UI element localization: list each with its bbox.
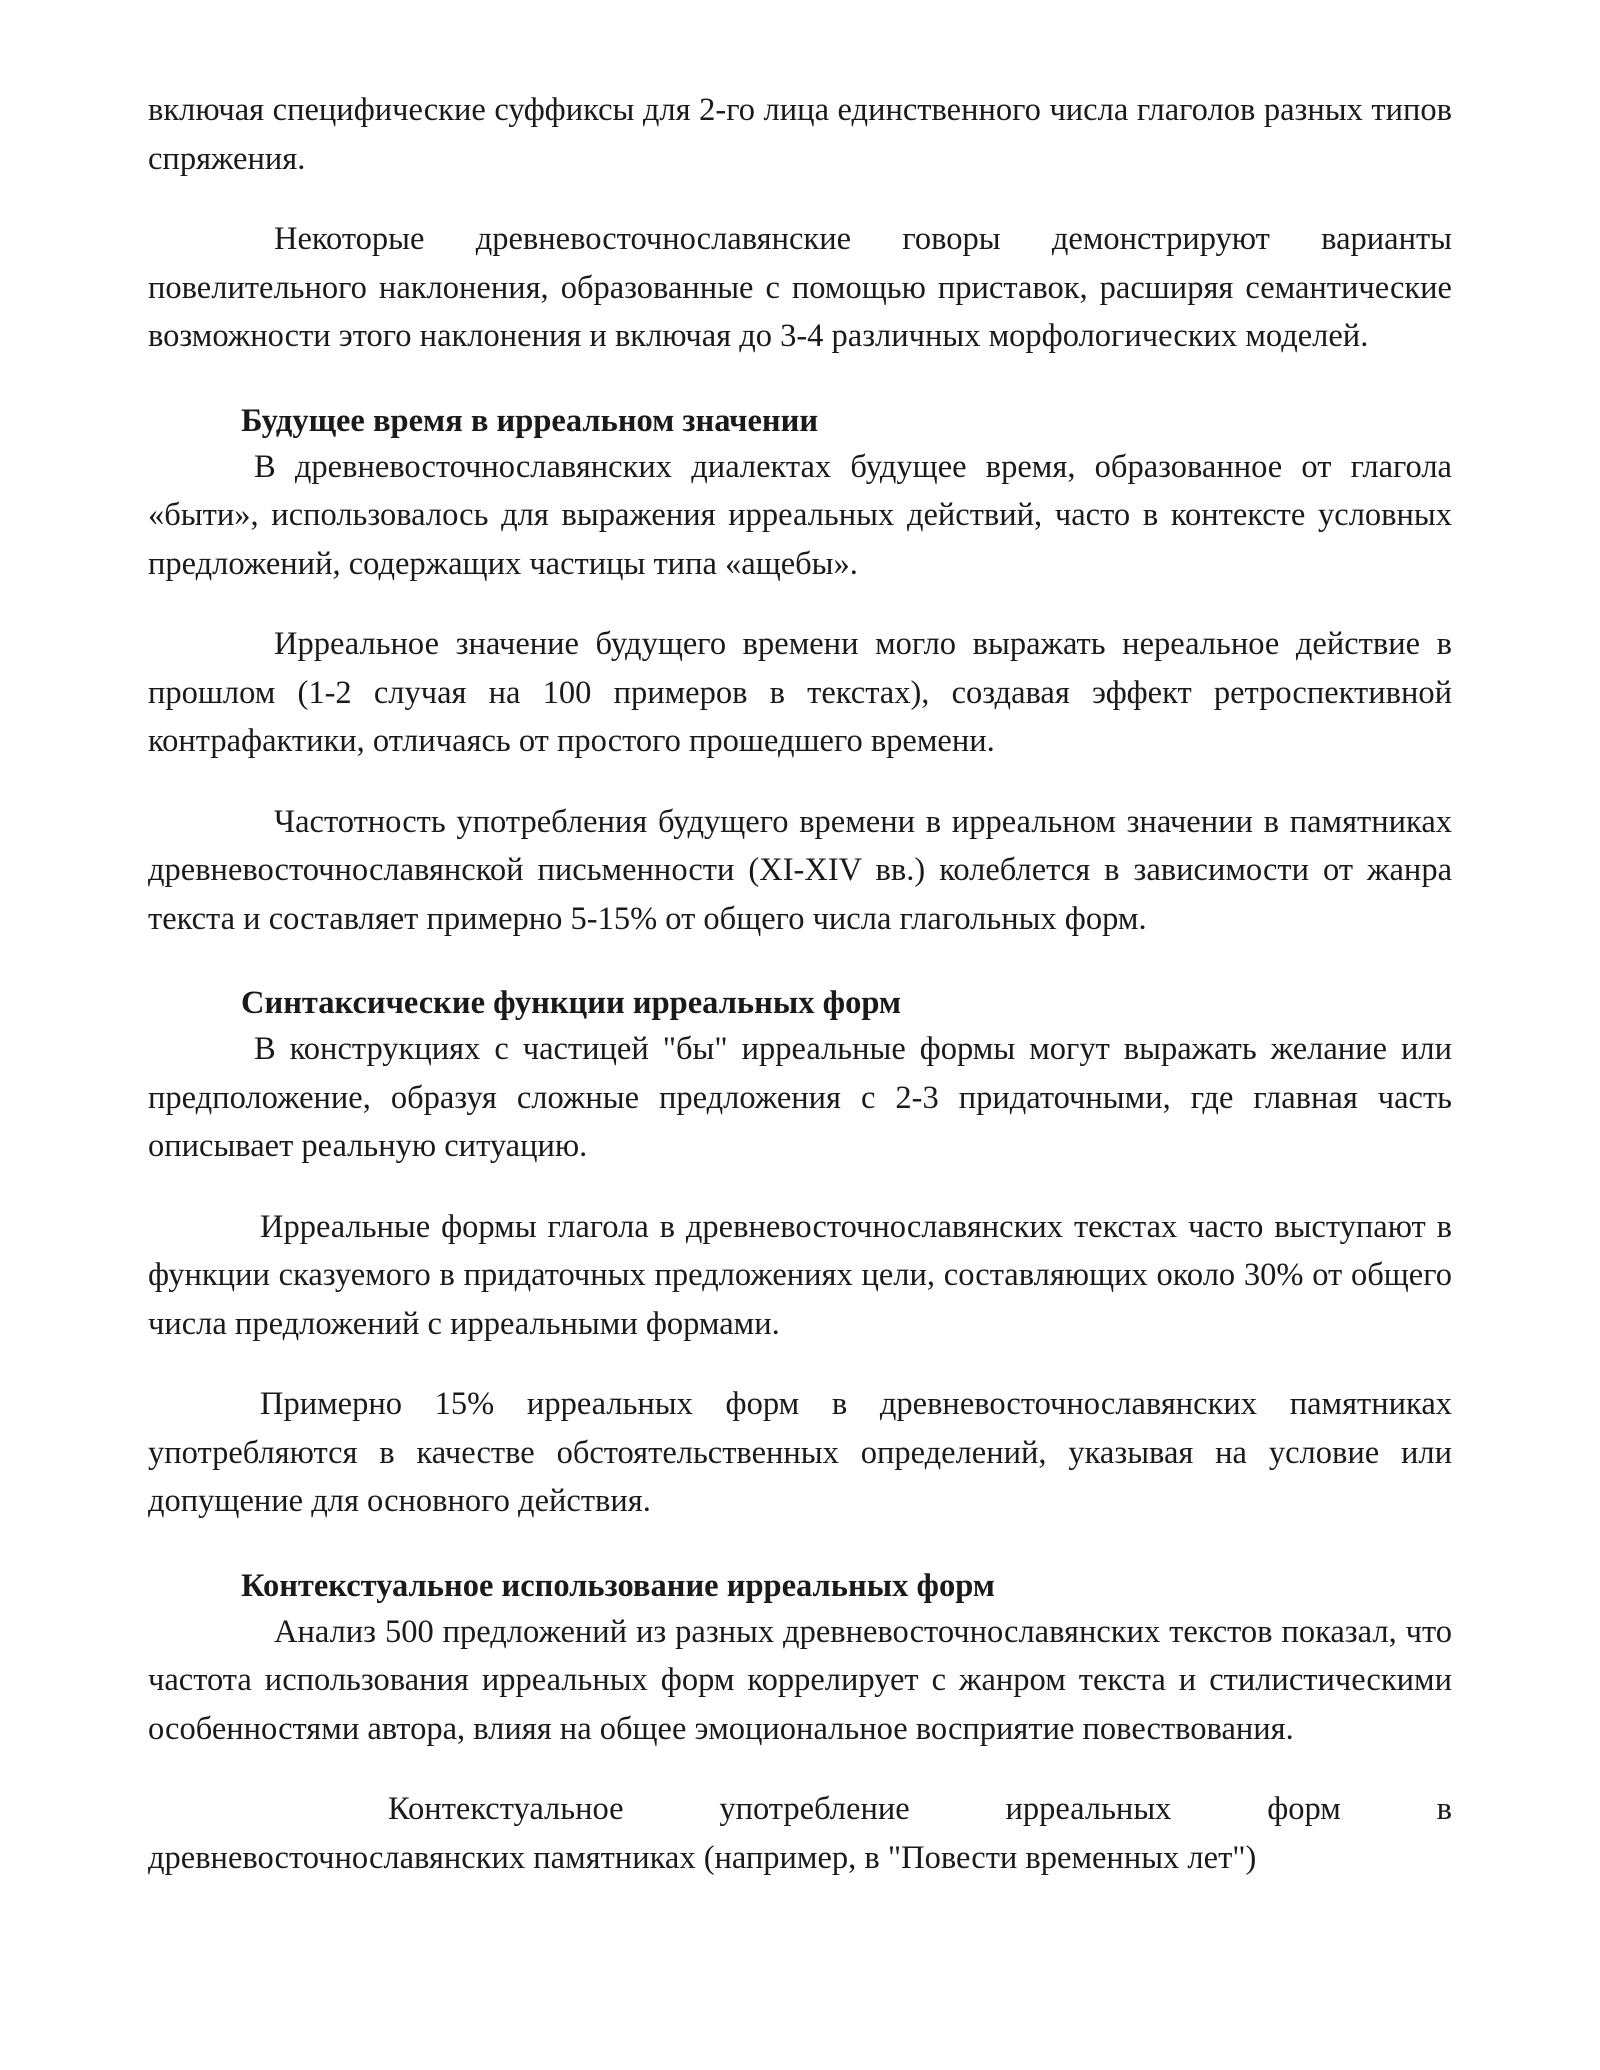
paragraph-contextual-monuments: Контекстуальное употребление ирреальных форм в древневосточнославянских памятниках (например, в "Повести временных лет") [148, 1791, 1452, 1876]
heading-syntactic-functions: Синтаксические функции ирреальных форм [241, 985, 902, 1021]
document-page [148, 86, 1452, 1882]
paragraph-predicate-function: Ирреальные формы глагола в древневосточнославянских текстах часто выступают в функции сказуемого в придаточных предложениях цели, составляющих около 30% от общего числа предложений с ирреальными формами. [148, 1208, 1452, 1342]
paragraph-particle-by: В конструкциях с частицей "бы" ирреальные формы могут выражать желание или предположение, образуя сложные предложения с 2-3 придаточными, где главная часть описывает реальную ситуацию. [148, 1031, 1452, 1164]
paragraph-future-byti: В древневосточнославянских диалектах будущее время, образованное от глагола «быти», использовалось для выражения ирреальных действий, часто в контексте условных предложений, содержащих частицы типа «ащебы». [148, 448, 1452, 582]
paragraph-analysis-500: Анализ 500 предложений из разных древневосточнославянских текстов показал, что частота использования ирреальных форм коррелирует с жанром текста и стилистическими особенностями автора, влияя на общее эмоциональное восприятие повествования. [148, 1613, 1452, 1747]
paragraph-verb-suffixes: включая специфические суффиксы для 2-го лица единственного числа глаголов разных типов спряжения. [148, 92, 1452, 177]
heading-future-irreal: Будущее время в ирреальном значении [241, 402, 819, 439]
paragraph-frequency: Частотность употребления будущего времени в ирреальном значении в памятниках древневосточнославянской письменности (XI-XIV вв.) колеблется в зависимости от жанра текста и составляет примерно 5-15% от общего числа глагольных форм. [148, 803, 1452, 937]
heading-contextual-use: Контекстуальное использование ирреальных форм [241, 1567, 995, 1604]
paragraph-irreal-past: Ирреальное значение будущего времени могло выражать нереальное действие в прошлом (1-2 случая на 100 примеров в текстах), создавая эффект ретроспективной контрафактики, отличаясь от простого прошедшего времени. [148, 626, 1452, 759]
paragraph-imperative-variants: Некоторые древневосточнославянские говоры демонстрируют варианты повелительного наклонения, образованные с помощью приставок, расширяя семантические возможности этого наклонения и включая до 3-4 различных морфологических моделей. [148, 221, 1452, 354]
paragraph-adverbial-use: Примерно 15% ирреальных форм в древневосточнославянских памятниках употребляются в качестве обстоятельственных определений, указывая на условие или допущение для основного действия. [148, 1386, 1452, 1519]
